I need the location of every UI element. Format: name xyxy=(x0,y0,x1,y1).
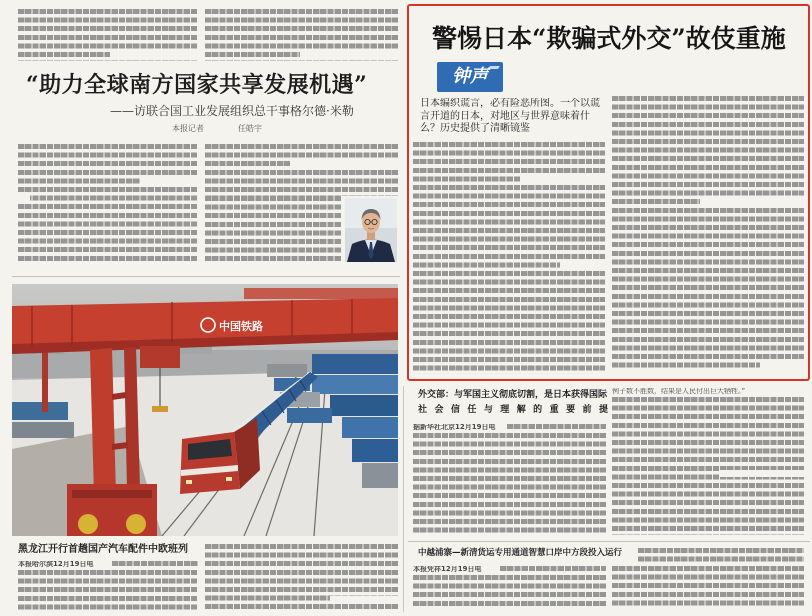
paragraph-end-gap xyxy=(18,195,30,202)
paragraph-end-gap xyxy=(720,470,806,477)
paragraph-end-gap xyxy=(290,161,400,168)
feature-body-col1 xyxy=(18,144,198,264)
paragraph-end-gap xyxy=(560,262,606,269)
feature-body-col2-upper xyxy=(205,144,398,196)
feature-subtitle: ——访联合国工业发展组织总干事格尔德·米勒 xyxy=(110,104,354,118)
paragraph-end-gap xyxy=(330,596,400,603)
rail-news-dateline: 本报哈尔滨12月19日电 xyxy=(18,561,94,568)
paragraph-end-gap xyxy=(700,199,806,206)
port-news-dateline: 本报凭祥12月19日电 xyxy=(413,566,482,573)
paragraph-end-gap xyxy=(300,52,400,59)
byline-label: 本报记者 xyxy=(172,124,204,133)
crane-logo-text: 中国铁路 xyxy=(219,320,263,333)
badge-decoration xyxy=(488,66,500,69)
port-news-body-col2-top xyxy=(638,548,804,562)
railway-logo-icon xyxy=(201,318,215,332)
rail-news-body-first-line xyxy=(112,561,198,567)
photo-image xyxy=(12,284,398,536)
rail-news-body-col1 xyxy=(18,570,198,613)
mfa-headline-line1: 外交部：与军国主义彻底切割，是日本获得国际 xyxy=(418,390,608,400)
commentary-deck: 日本编织谎言，必有险恶所图。一个以谎言开道的日本，对地区与世界意味着什么？历史提供了清晰镜鉴 xyxy=(420,98,600,134)
mfa-body-col2 xyxy=(612,397,804,535)
commentary-title: 警惕日本“欺骗式外交”故伎重施 xyxy=(432,24,786,53)
paragraph-end-gap xyxy=(760,362,806,369)
section-rule xyxy=(12,276,400,277)
column-divider xyxy=(403,386,404,612)
paragraph-end-gap xyxy=(140,178,200,185)
section-rule xyxy=(408,541,810,542)
commentary-body-col2 xyxy=(612,96,804,371)
portrait-image xyxy=(345,198,397,262)
column-name: 钟声 xyxy=(452,66,488,87)
feature-headline: “助力全球南方国家共享发展机遇” xyxy=(26,72,368,98)
byline-name: 任皓宇 xyxy=(238,124,262,133)
port-news-body-col2 xyxy=(612,566,804,609)
port-news-body-first-line xyxy=(500,566,606,572)
background-crane xyxy=(244,288,398,299)
mfa-body-first-line xyxy=(507,424,606,430)
mfa-body-col1 xyxy=(413,433,606,536)
column-badge xyxy=(437,62,503,92)
mfa-continued-line: 例子数不胜数，结果是人民付出巨大牺牲。” xyxy=(612,388,746,395)
feature-body-col2-lower xyxy=(205,196,341,265)
rail-news-headline: 黑龙江开行首趟国产汽车配件中欧班列 xyxy=(18,544,188,555)
interviewee-portrait xyxy=(345,198,397,262)
port-news-headline: 中越浦寨—新清货运专用通道智慧口岸中方段投入运行 xyxy=(418,548,623,558)
crane-base-machinery xyxy=(67,484,157,536)
paragraph-end-gap xyxy=(520,176,606,183)
mfa-headline-line2: 社会信任与理解的重要前提 xyxy=(418,405,608,415)
paragraph-end-gap xyxy=(110,52,200,59)
mfa-dateline: 据新华社北京12月19日电 xyxy=(413,424,496,431)
port-news-body-col1 xyxy=(413,575,606,609)
railway-yard-photo xyxy=(12,284,398,536)
